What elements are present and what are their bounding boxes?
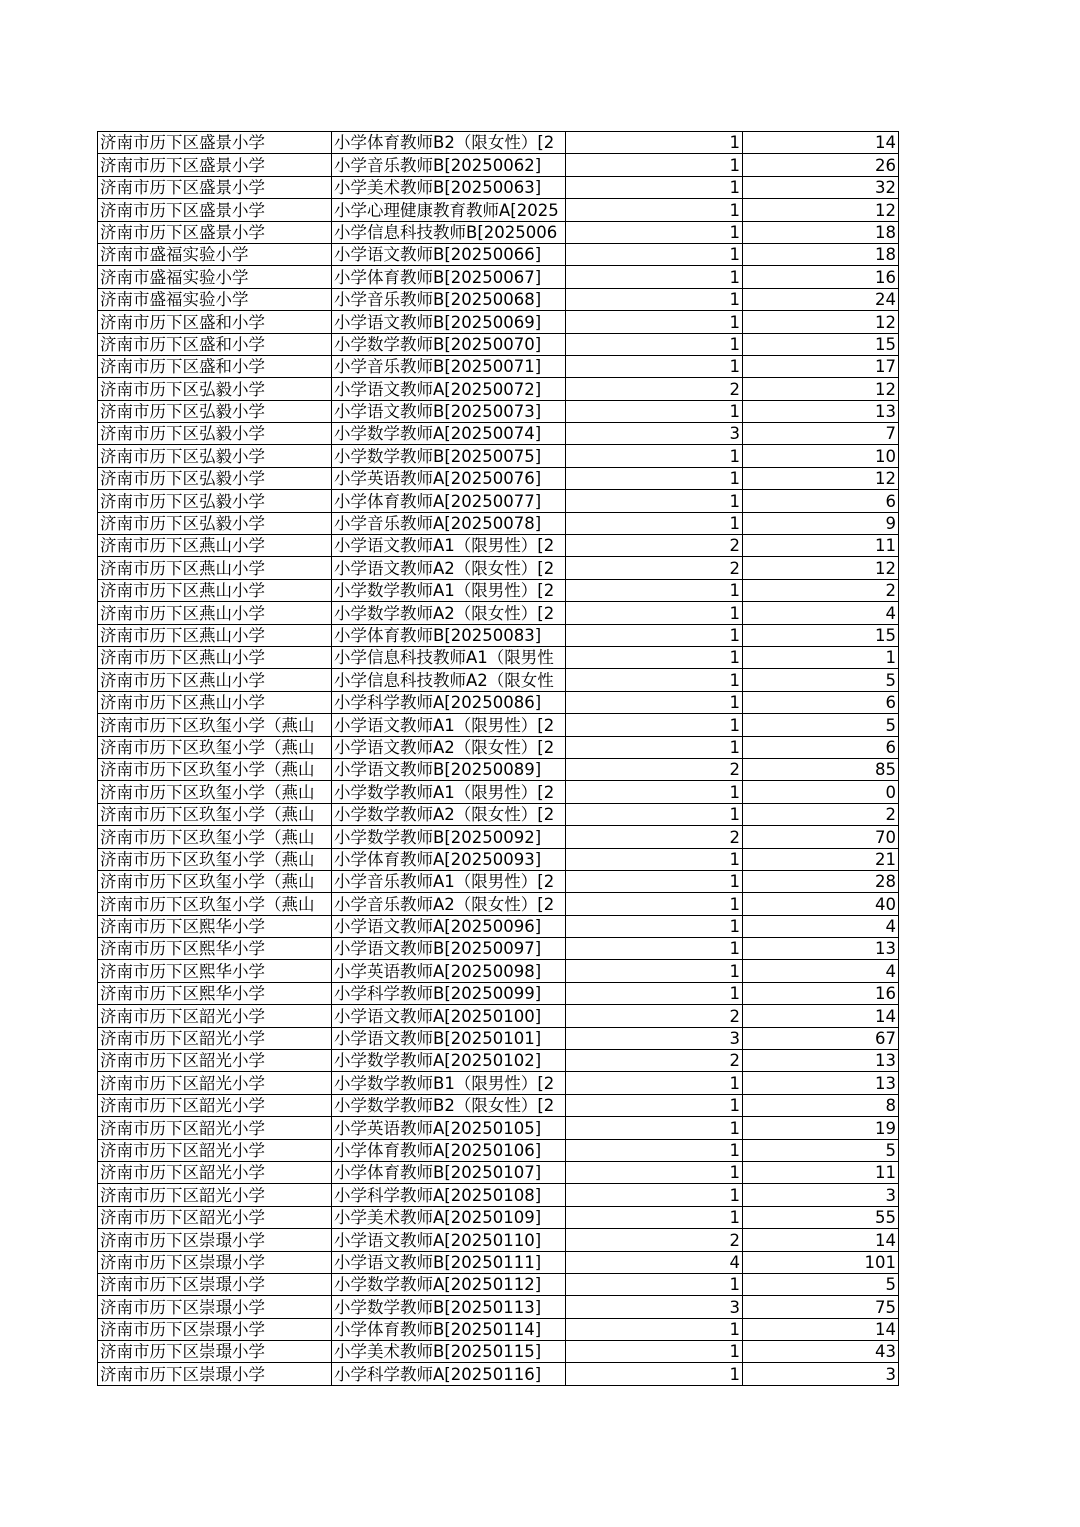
- table-row: [98, 1094, 899, 1116]
- openings-cell: 1: [566, 781, 743, 803]
- table-row: [98, 1251, 899, 1273]
- table-row: [98, 579, 899, 601]
- openings-cell: 1: [566, 870, 743, 892]
- openings-cell: 1: [566, 691, 743, 713]
- openings-cell: 1: [566, 848, 743, 870]
- openings-cell: 2: [566, 1229, 743, 1251]
- applicants-cell: 6: [743, 736, 899, 758]
- table-row: [98, 624, 899, 646]
- table-row: [98, 1206, 899, 1228]
- table-row: [98, 1161, 899, 1183]
- school-cell: 济南市历下区崇璟小学: [98, 1296, 332, 1318]
- school-cell: 济南市盛福实验小学: [98, 266, 332, 288]
- position-cell: 小学数学教师A1（限男性）[2: [332, 579, 566, 601]
- table-row: [98, 1341, 899, 1363]
- position-cell: 小学数学教师B[20250075]: [332, 445, 566, 467]
- table-row: [98, 691, 899, 713]
- position-cell: 小学语文教师A[20250096]: [332, 915, 566, 937]
- openings-cell: 2: [566, 557, 743, 579]
- openings-cell: 1: [566, 893, 743, 915]
- position-cell: 小学信息科技教师A1（限男性: [332, 646, 566, 668]
- table-body: [98, 132, 899, 1386]
- school-cell: 济南市历下区燕山小学: [98, 691, 332, 713]
- school-cell: 济南市历下区弘毅小学: [98, 378, 332, 400]
- openings-cell: 1: [566, 445, 743, 467]
- applicants-cell: 4: [743, 915, 899, 937]
- school-cell: 济南市历下区弘毅小学: [98, 445, 332, 467]
- school-cell: 济南市历下区韶光小学: [98, 1139, 332, 1161]
- school-cell: 济南市历下区熙华小学: [98, 915, 332, 937]
- applicants-cell: 101: [743, 1251, 899, 1273]
- school-cell: 济南市历下区弘毅小学: [98, 423, 332, 445]
- school-cell: 济南市历下区燕山小学: [98, 602, 332, 624]
- table-row: [98, 982, 899, 1004]
- school-cell: 济南市历下区盛景小学: [98, 154, 332, 176]
- table-row: [98, 1229, 899, 1251]
- position-cell: 小学音乐教师A1（限男性）[2: [332, 870, 566, 892]
- school-cell: 济南市历下区燕山小学: [98, 624, 332, 646]
- applicants-cell: 8: [743, 1094, 899, 1116]
- applicants-cell: 85: [743, 758, 899, 780]
- school-cell: 济南市历下区熙华小学: [98, 982, 332, 1004]
- school-cell: 济南市历下区弘毅小学: [98, 400, 332, 422]
- table-row: [98, 445, 899, 467]
- applicants-cell: 18: [743, 221, 899, 243]
- applicants-cell: 9: [743, 512, 899, 534]
- position-cell: 小学音乐教师B[20250071]: [332, 355, 566, 377]
- position-cell: 小学语文教师A[20250100]: [332, 1005, 566, 1027]
- table-row: [98, 938, 899, 960]
- applicants-cell: 43: [743, 1341, 899, 1363]
- applicants-cell: 17: [743, 355, 899, 377]
- table-row: [98, 288, 899, 310]
- position-cell: 小学语文教师B[20250111]: [332, 1251, 566, 1273]
- applicants-cell: 19: [743, 1117, 899, 1139]
- applicants-cell: 16: [743, 982, 899, 1004]
- position-cell: 小学数学教师B1（限男性）[2: [332, 1072, 566, 1094]
- position-cell: 小学数学教师A1（限男性）[2: [332, 781, 566, 803]
- applicants-cell: 13: [743, 938, 899, 960]
- applicants-cell: 1: [743, 646, 899, 668]
- openings-cell: 1: [566, 1206, 743, 1228]
- school-cell: 济南市历下区玖玺小学（燕山: [98, 736, 332, 758]
- school-cell: 济南市历下区韶光小学: [98, 1206, 332, 1228]
- position-cell: 小学语文教师A1（限男性）[2: [332, 714, 566, 736]
- applicants-cell: 70: [743, 826, 899, 848]
- openings-cell: 2: [566, 758, 743, 780]
- school-cell: 济南市盛福实验小学: [98, 288, 332, 310]
- table-row: [98, 535, 899, 557]
- position-cell: 小学语文教师B[20250101]: [332, 1027, 566, 1049]
- position-cell: 小学数学教师A2（限女性）[2: [332, 602, 566, 624]
- applicants-cell: 12: [743, 467, 899, 489]
- applicants-cell: 14: [743, 1318, 899, 1340]
- table-row: [98, 557, 899, 579]
- openings-cell: 2: [566, 826, 743, 848]
- openings-cell: 1: [566, 1117, 743, 1139]
- table-row: [98, 154, 899, 176]
- school-cell: 济南市历下区玖玺小学（燕山: [98, 826, 332, 848]
- table-row: [98, 1072, 899, 1094]
- openings-cell: 1: [566, 803, 743, 825]
- openings-cell: 2: [566, 1050, 743, 1072]
- table-row: [98, 132, 899, 154]
- school-cell: 济南市历下区燕山小学: [98, 579, 332, 601]
- school-cell: 济南市历下区弘毅小学: [98, 490, 332, 512]
- openings-cell: 3: [566, 1027, 743, 1049]
- openings-cell: 1: [566, 266, 743, 288]
- table-row: [98, 714, 899, 736]
- openings-cell: 1: [566, 669, 743, 691]
- table-row: [98, 781, 899, 803]
- position-cell: 小学体育教师B[20250083]: [332, 624, 566, 646]
- applicants-cell: 14: [743, 1229, 899, 1251]
- school-cell: 济南市历下区盛和小学: [98, 311, 332, 333]
- table-row: [98, 311, 899, 333]
- openings-cell: 1: [566, 154, 743, 176]
- openings-cell: 2: [566, 535, 743, 557]
- table-row: [98, 758, 899, 780]
- openings-cell: 1: [566, 467, 743, 489]
- table-row: [98, 848, 899, 870]
- applicants-cell: 3: [743, 1184, 899, 1206]
- table-row: [98, 176, 899, 198]
- school-cell: 济南市历下区熙华小学: [98, 938, 332, 960]
- table-row: [98, 736, 899, 758]
- school-cell: 济南市历下区盛景小学: [98, 132, 332, 154]
- table-row: [98, 400, 899, 422]
- table-row: [98, 1139, 899, 1161]
- school-cell: 济南市历下区韶光小学: [98, 1094, 332, 1116]
- applicants-cell: 5: [743, 669, 899, 691]
- school-cell: 济南市历下区韶光小学: [98, 1027, 332, 1049]
- openings-cell: 1: [566, 199, 743, 221]
- position-cell: 小学语文教师A2（限女性）[2: [332, 557, 566, 579]
- school-cell: 济南市历下区韶光小学: [98, 1117, 332, 1139]
- position-cell: 小学美术教师A[20250109]: [332, 1206, 566, 1228]
- applicants-cell: 3: [743, 1363, 899, 1385]
- table-row: [98, 1363, 899, 1385]
- applicants-cell: 12: [743, 378, 899, 400]
- school-cell: 济南市历下区崇璟小学: [98, 1318, 332, 1340]
- applicants-cell: 5: [743, 714, 899, 736]
- openings-cell: 1: [566, 243, 743, 265]
- table-row: [98, 960, 899, 982]
- openings-cell: 1: [566, 646, 743, 668]
- school-cell: 济南市盛福实验小学: [98, 243, 332, 265]
- applicants-cell: 21: [743, 848, 899, 870]
- position-cell: 小学音乐教师A2（限女性）[2: [332, 893, 566, 915]
- table-row: [98, 266, 899, 288]
- openings-cell: 1: [566, 512, 743, 534]
- openings-cell: 1: [566, 938, 743, 960]
- table-row: [98, 378, 899, 400]
- applicants-cell: 13: [743, 1072, 899, 1094]
- openings-cell: 1: [566, 714, 743, 736]
- applicants-cell: 6: [743, 490, 899, 512]
- table-row: [98, 870, 899, 892]
- school-cell: 济南市历下区崇璟小学: [98, 1273, 332, 1295]
- openings-cell: 1: [566, 960, 743, 982]
- applicants-cell: 15: [743, 333, 899, 355]
- school-cell: 济南市历下区盛景小学: [98, 221, 332, 243]
- table-row: [98, 1318, 899, 1340]
- applicants-cell: 10: [743, 445, 899, 467]
- applicants-cell: 5: [743, 1273, 899, 1295]
- table-row: [98, 512, 899, 534]
- school-cell: 济南市历下区韶光小学: [98, 1005, 332, 1027]
- position-cell: 小学心理健康教育教师A[2025: [332, 199, 566, 221]
- position-cell: 小学英语教师A[20250105]: [332, 1117, 566, 1139]
- openings-cell: 1: [566, 1139, 743, 1161]
- school-cell: 济南市历下区燕山小学: [98, 669, 332, 691]
- position-cell: 小学语文教师B[20250097]: [332, 938, 566, 960]
- applicants-cell: 15: [743, 624, 899, 646]
- applicants-cell: 28: [743, 870, 899, 892]
- school-cell: 济南市历下区盛景小学: [98, 176, 332, 198]
- position-cell: 小学体育教师B[20250114]: [332, 1318, 566, 1340]
- position-cell: 小学科学教师A[20250086]: [332, 691, 566, 713]
- position-cell: 小学语文教师A1（限男性）[2: [332, 535, 566, 557]
- openings-cell: 1: [566, 176, 743, 198]
- school-cell: 济南市历下区崇璟小学: [98, 1229, 332, 1251]
- openings-cell: 1: [566, 736, 743, 758]
- openings-cell: 2: [566, 378, 743, 400]
- table-row: [98, 826, 899, 848]
- table-row: [98, 1296, 899, 1318]
- applicants-cell: 2: [743, 579, 899, 601]
- school-cell: 济南市历下区盛景小学: [98, 199, 332, 221]
- openings-cell: 1: [566, 288, 743, 310]
- table-row: [98, 646, 899, 668]
- openings-cell: 1: [566, 355, 743, 377]
- applicants-cell: 40: [743, 893, 899, 915]
- table-row: [98, 490, 899, 512]
- applicants-cell: 75: [743, 1296, 899, 1318]
- applicants-cell: 12: [743, 311, 899, 333]
- position-cell: 小学语文教师B[20250089]: [332, 758, 566, 780]
- openings-cell: 1: [566, 1184, 743, 1206]
- school-cell: 济南市历下区玖玺小学（燕山: [98, 714, 332, 736]
- recruitment-table: [97, 131, 899, 1386]
- position-cell: 小学科学教师B[20250099]: [332, 982, 566, 1004]
- applicants-cell: 2: [743, 803, 899, 825]
- school-cell: 济南市历下区玖玺小学（燕山: [98, 758, 332, 780]
- position-cell: 小学数学教师B[20250113]: [332, 1296, 566, 1318]
- position-cell: 小学音乐教师A[20250078]: [332, 512, 566, 534]
- school-cell: 济南市历下区韶光小学: [98, 1072, 332, 1094]
- position-cell: 小学信息科技教师A2（限女性: [332, 669, 566, 691]
- table-row: [98, 221, 899, 243]
- openings-cell: 1: [566, 1161, 743, 1183]
- position-cell: 小学语文教师A[20250110]: [332, 1229, 566, 1251]
- school-cell: 济南市历下区盛和小学: [98, 333, 332, 355]
- applicants-cell: 32: [743, 176, 899, 198]
- position-cell: 小学数学教师A[20250074]: [332, 423, 566, 445]
- applicants-cell: 7: [743, 423, 899, 445]
- openings-cell: 1: [566, 579, 743, 601]
- openings-cell: 1: [566, 624, 743, 646]
- table-row: [98, 669, 899, 691]
- applicants-cell: 6: [743, 691, 899, 713]
- table-row: [98, 423, 899, 445]
- applicants-cell: 12: [743, 557, 899, 579]
- position-cell: 小学语文教师B[20250073]: [332, 400, 566, 422]
- table-row: [98, 1117, 899, 1139]
- position-cell: 小学英语教师A[20250076]: [332, 467, 566, 489]
- position-cell: 小学体育教师A[20250106]: [332, 1139, 566, 1161]
- applicants-cell: 14: [743, 1005, 899, 1027]
- table-row: [98, 1273, 899, 1295]
- position-cell: 小学体育教师A[20250093]: [332, 848, 566, 870]
- applicants-cell: 5: [743, 1139, 899, 1161]
- applicants-cell: 67: [743, 1027, 899, 1049]
- applicants-cell: 18: [743, 243, 899, 265]
- position-cell: 小学体育教师B[20250107]: [332, 1161, 566, 1183]
- table-row: [98, 602, 899, 624]
- table-row: [98, 355, 899, 377]
- position-cell: 小学美术教师B[20250063]: [332, 176, 566, 198]
- position-cell: 小学体育教师B2（限女性）[2: [332, 132, 566, 154]
- position-cell: 小学语文教师A2（限女性）[2: [332, 736, 566, 758]
- position-cell: 小学英语教师A[20250098]: [332, 960, 566, 982]
- position-cell: 小学科学教师A[20250116]: [332, 1363, 566, 1385]
- position-cell: 小学体育教师A[20250077]: [332, 490, 566, 512]
- applicants-cell: 26: [743, 154, 899, 176]
- table-row: [98, 1050, 899, 1072]
- school-cell: 济南市历下区燕山小学: [98, 535, 332, 557]
- position-cell: 小学体育教师B[20250067]: [332, 266, 566, 288]
- school-cell: 济南市历下区盛和小学: [98, 355, 332, 377]
- applicants-cell: 13: [743, 1050, 899, 1072]
- school-cell: 济南市历下区熙华小学: [98, 960, 332, 982]
- openings-cell: 1: [566, 490, 743, 512]
- position-cell: 小学信息科技教师B[2025006: [332, 221, 566, 243]
- position-cell: 小学语文教师B[20250069]: [332, 311, 566, 333]
- position-cell: 小学数学教师A2（限女性）[2: [332, 803, 566, 825]
- openings-cell: 1: [566, 333, 743, 355]
- openings-cell: 1: [566, 602, 743, 624]
- school-cell: 济南市历下区韶光小学: [98, 1161, 332, 1183]
- table-row: [98, 243, 899, 265]
- school-cell: 济南市历下区崇璟小学: [98, 1363, 332, 1385]
- school-cell: 济南市历下区韶光小学: [98, 1184, 332, 1206]
- table-row: [98, 893, 899, 915]
- openings-cell: 1: [566, 1363, 743, 1385]
- school-cell: 济南市历下区燕山小学: [98, 557, 332, 579]
- table-row: [98, 803, 899, 825]
- openings-cell: 3: [566, 1296, 743, 1318]
- applicants-cell: 16: [743, 266, 899, 288]
- openings-cell: 1: [566, 221, 743, 243]
- position-cell: 小学美术教师B[20250115]: [332, 1341, 566, 1363]
- openings-cell: 1: [566, 1273, 743, 1295]
- school-cell: 济南市历下区弘毅小学: [98, 467, 332, 489]
- school-cell: 济南市历下区玖玺小学（燕山: [98, 893, 332, 915]
- position-cell: 小学数学教师B[20250070]: [332, 333, 566, 355]
- table-row: [98, 1184, 899, 1206]
- school-cell: 济南市历下区崇璟小学: [98, 1341, 332, 1363]
- table-row: [98, 1027, 899, 1049]
- position-cell: 小学数学教师B[20250092]: [332, 826, 566, 848]
- applicants-cell: 4: [743, 602, 899, 624]
- table-row: [98, 199, 899, 221]
- school-cell: 济南市历下区韶光小学: [98, 1050, 332, 1072]
- applicants-cell: 4: [743, 960, 899, 982]
- openings-cell: 1: [566, 982, 743, 1004]
- applicants-cell: 12: [743, 199, 899, 221]
- table-row: [98, 333, 899, 355]
- school-cell: 济南市历下区玖玺小学（燕山: [98, 848, 332, 870]
- position-cell: 小学语文教师A[20250072]: [332, 378, 566, 400]
- openings-cell: 3: [566, 423, 743, 445]
- school-cell: 济南市历下区弘毅小学: [98, 512, 332, 534]
- position-cell: 小学音乐教师B[20250068]: [332, 288, 566, 310]
- position-cell: 小学语文教师B[20250066]: [332, 243, 566, 265]
- applicants-cell: 0: [743, 781, 899, 803]
- position-cell: 小学数学教师B2（限女性）[2: [332, 1094, 566, 1116]
- openings-cell: 1: [566, 1094, 743, 1116]
- applicants-cell: 24: [743, 288, 899, 310]
- school-cell: 济南市历下区玖玺小学（燕山: [98, 781, 332, 803]
- school-cell: 济南市历下区燕山小学: [98, 646, 332, 668]
- position-cell: 小学数学教师A[20250112]: [332, 1273, 566, 1295]
- openings-cell: 4: [566, 1251, 743, 1273]
- table-row: [98, 915, 899, 937]
- school-cell: 济南市历下区崇璟小学: [98, 1251, 332, 1273]
- applicants-cell: 13: [743, 400, 899, 422]
- openings-cell: 1: [566, 1341, 743, 1363]
- openings-cell: 1: [566, 311, 743, 333]
- position-cell: 小学音乐教师B[20250062]: [332, 154, 566, 176]
- applicants-cell: 14: [743, 132, 899, 154]
- position-cell: 小学数学教师A[20250102]: [332, 1050, 566, 1072]
- openings-cell: 1: [566, 915, 743, 937]
- openings-cell: 2: [566, 1005, 743, 1027]
- openings-cell: 1: [566, 1072, 743, 1094]
- applicants-cell: 11: [743, 1161, 899, 1183]
- openings-cell: 1: [566, 1318, 743, 1340]
- position-cell: 小学科学教师A[20250108]: [332, 1184, 566, 1206]
- table-row: [98, 1005, 899, 1027]
- table-row: [98, 467, 899, 489]
- openings-cell: 1: [566, 400, 743, 422]
- applicants-cell: 55: [743, 1206, 899, 1228]
- school-cell: 济南市历下区玖玺小学（燕山: [98, 803, 332, 825]
- openings-cell: 1: [566, 132, 743, 154]
- school-cell: 济南市历下区玖玺小学（燕山: [98, 870, 332, 892]
- applicants-cell: 11: [743, 535, 899, 557]
